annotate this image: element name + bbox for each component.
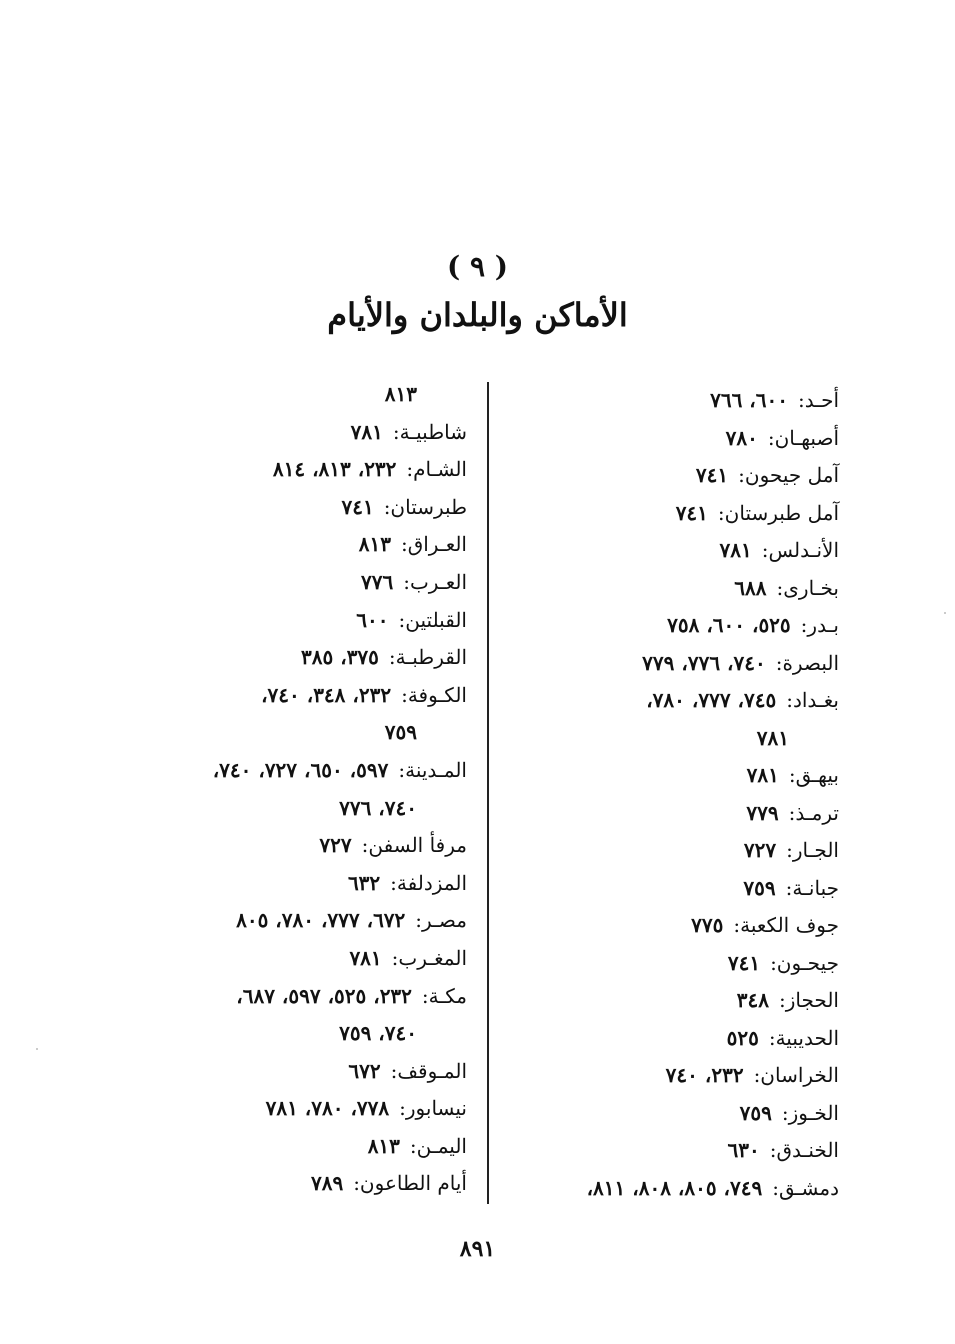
index-entry [127, 414, 467, 452]
entry-term: أصبهـان: [767, 425, 839, 450]
index-entry [509, 420, 839, 458]
entry-term: دمشـق: [772, 1175, 839, 1200]
entry-pages: ٧٢٧ [743, 838, 777, 862]
entry-term: العـرب: [403, 569, 467, 594]
entry-term: اليمـن: [409, 1133, 467, 1158]
entry-pages: ٧٥٩ [743, 875, 776, 900]
index-entry [509, 795, 839, 833]
entry-pages: ٢٣٢، ٧٤٠ [665, 1063, 744, 1087]
entry-term: القبلتين: [398, 607, 467, 632]
index-entry [509, 645, 839, 683]
index-entry [509, 870, 839, 908]
entry-pages: ٧٤٠، ٧٥٩ [339, 1021, 417, 1046]
index-entry [127, 714, 467, 752]
index-entry [509, 945, 839, 983]
entry-pages: ٨١٣ [367, 1133, 400, 1158]
index-entry [509, 682, 839, 720]
entry-term: المـوقف: [390, 1058, 467, 1083]
entry-pages: ٧٨١ [350, 419, 383, 444]
entry-pages: ٧٧٥ [691, 913, 724, 937]
entry-term: بـدر: [800, 613, 839, 637]
entry-pages: ٣٤٨ [736, 988, 770, 1012]
entry-pages: ٧٨١ [719, 538, 752, 562]
entry-pages: ٧٤٥، ٧٧٧، ٧٨٠، [646, 688, 777, 712]
index-entry [127, 827, 467, 865]
entry-pages: ٦٣٢ [347, 870, 381, 895]
entry-term: الخـوز: [781, 1100, 839, 1125]
scan-speck [944, 612, 946, 614]
index-entry [127, 1128, 467, 1166]
entry-term: الشـام: [406, 457, 467, 482]
index-entry [127, 1053, 467, 1091]
entry-pages: ٦٧٢، ٧٧٧، ٧٨٠، ٨٠٥ [236, 908, 406, 933]
index-entry [509, 570, 839, 608]
index-entry [127, 677, 467, 715]
entry-pages: ٧٧٩ [746, 800, 779, 825]
index-entry [509, 1095, 839, 1133]
index-entry [127, 489, 467, 527]
entry-pages: ٢٣٢، ٥٢٥، ٥٩٧، ٦٨٧، [236, 983, 412, 1008]
entry-term: الخنـدق: [769, 1138, 839, 1162]
entry-term: مكـة: [421, 983, 467, 1008]
entry-term: أيام الطاعون: [353, 1171, 467, 1196]
index-entry [509, 1132, 839, 1170]
entry-term: المغـرب: [391, 945, 467, 970]
index-entry [127, 865, 467, 903]
entry-pages: ٢٣٢، ٣٤٨، ٧٤٠، [261, 682, 392, 707]
section-number: ( ٩ ) [446, 250, 509, 283]
index-entry [127, 376, 467, 414]
entry-pages: ٧٤١ [675, 500, 708, 525]
index-entry [127, 902, 467, 940]
index-entry [509, 832, 839, 870]
entry-term: الكـوفة: [401, 682, 467, 707]
entry-term: ترمـذ: [788, 800, 839, 825]
entry-pages: ٧٤١ [695, 463, 729, 487]
entry-term: الحجاز: [779, 988, 839, 1012]
page-title: الأماكن والبلدان والأيام [327, 296, 628, 334]
entry-term: المـدينة: [398, 757, 467, 782]
entry-term: جيحـون: [770, 950, 839, 975]
entry-pages: ٧٥٩ [739, 1100, 772, 1125]
entry-pages: ٧٨١ [746, 763, 779, 787]
entry-term: مصـر: [415, 908, 467, 933]
index-entry [127, 639, 467, 677]
index-entry [127, 602, 467, 640]
index-entry [127, 1015, 467, 1053]
index-column-right [509, 382, 839, 1207]
index-entry [127, 978, 467, 1016]
column-divider [487, 382, 489, 1204]
index-entry [509, 1170, 839, 1208]
entry-pages: ٧٨٩ [310, 1171, 344, 1196]
entry-term: آمل طبرستان: [717, 500, 839, 525]
entry-term: نيسابور: [399, 1096, 467, 1121]
entry-pages: ٧٨١ [756, 725, 789, 750]
entry-pages: ٦٠٠، ٧٦٦ [710, 388, 788, 412]
index-entry [127, 1090, 467, 1128]
index-entry [509, 495, 839, 533]
entry-pages: ٧٤١ [341, 494, 374, 519]
index-entry [509, 607, 839, 645]
entry-term: الخراسان: [753, 1063, 839, 1087]
entry-term: القرطبـة: [388, 645, 467, 670]
index-entry [127, 940, 467, 978]
page-number: ٨٩١ [459, 1236, 496, 1262]
entry-pages: ٧٤٩، ٨٠٥، ٨٠٨، ٨١١، [586, 1175, 763, 1200]
entry-term: جبانـة: [785, 875, 839, 900]
entry-pages: ٧٨٠ [725, 425, 758, 450]
entry-term: مرفأ السفن: [361, 833, 467, 858]
entry-pages: ٦٨٨ [734, 575, 767, 600]
index-entry [509, 1057, 839, 1095]
entry-pages: ٧٧٨، ٧٨٠، ٧٨١ [265, 1096, 390, 1121]
index-entry [127, 526, 467, 564]
entry-term: أحـد: [797, 388, 839, 412]
entry-pages: ٨١٣ [358, 532, 391, 557]
entry-term: المزدلفة: [390, 870, 467, 895]
entry-pages: ٧٤٠، ٧٧٦، ٧٧٩ [642, 650, 766, 675]
index-column-left [127, 376, 467, 1203]
entry-pages: ٦٣٠ [727, 1138, 760, 1162]
index-entry [127, 564, 467, 602]
entry-pages: ٨١٣ [384, 382, 417, 406]
entry-pages: ٧٥٩ [384, 720, 417, 745]
entry-term: آمل جيحون: [738, 463, 839, 487]
entry-term: بخـارى: [776, 575, 839, 600]
entry-pages: ٦٧٢ [348, 1058, 381, 1083]
index-entry [509, 720, 839, 758]
entry-pages: ٧٤١ [727, 950, 761, 975]
entry-term: الأنـدلس: [761, 538, 839, 562]
entry-term: الجـار: [786, 838, 839, 862]
index-entry [127, 790, 467, 828]
entry-term: جوف الكعبة: [733, 913, 839, 937]
entry-pages: ٧٨١ [349, 945, 382, 970]
entry-pages: ٢٣٢، ٨١٣، ٨١٤ [272, 457, 397, 482]
entry-term: بيهـق: [788, 763, 839, 787]
entry-term: طبرستان: [383, 494, 467, 519]
index-entry [509, 757, 839, 795]
index-entry [127, 752, 467, 790]
entry-pages: ٥٩٧، ٦٥٠، ٧٢٧، ٧٤٠، [212, 757, 389, 782]
index-entry [509, 1020, 839, 1058]
entry-term: البصرة: [775, 650, 839, 675]
entry-term: بغـداد: [786, 688, 839, 712]
index-entry [509, 982, 839, 1020]
entry-term: شاطبيـة: [392, 419, 467, 444]
entry-pages: ٣٧٥، ٣٨٥ [301, 645, 379, 670]
entry-pages: ٥٢٥، ٦٠٠، ٧٥٨ [667, 613, 791, 637]
entry-pages: ٧٧٦ [361, 569, 394, 594]
scan-speck [36, 1048, 38, 1050]
entry-pages: ٦٠٠ [356, 607, 389, 632]
index-entry [509, 907, 839, 945]
entry-term: العـراق: [400, 532, 467, 557]
index-entry [127, 451, 467, 489]
entry-pages: ٥٢٥ [726, 1025, 759, 1050]
entry-term: الحديبية: [768, 1025, 839, 1050]
index-entry [509, 532, 839, 570]
entry-pages: ٧٤٠، ٧٧٦ [339, 795, 417, 820]
index-entry [509, 457, 839, 495]
entry-pages: ٧٢٧ [319, 833, 352, 858]
index-entry [127, 1165, 467, 1203]
index-entry [509, 382, 839, 420]
